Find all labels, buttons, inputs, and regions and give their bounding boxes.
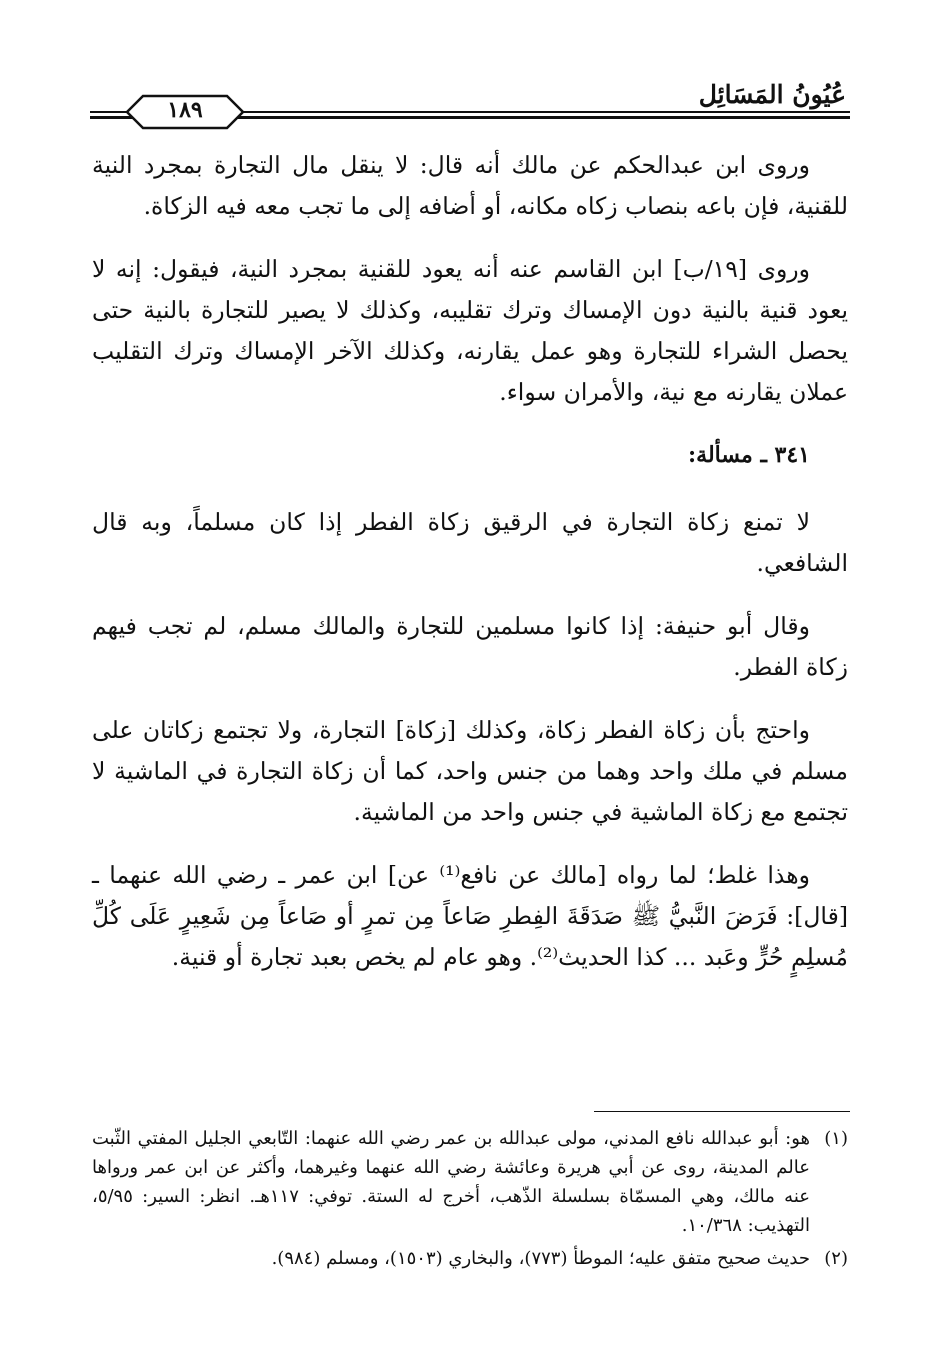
footnote: [92, 1244, 848, 1273]
page-number: ١٨٩: [167, 97, 203, 123]
page-number-badge: [125, 94, 245, 130]
footnote-number: (٢): [824, 1248, 848, 1269]
footnote-text: هو: أبو عبدالله نافع المدني، مولى عبدالله بن عمر رضي الله عنهما: التّابعي الجليل المفتي الثّبت عالم المدينة، روى عن أبي هريرة وعائشة رضي الله عنهما وغيرهما، وأكثر عن ابن عمر ورواها عنه مالك، وهي المسمّاة بسلسلة الذّهب، أخرج له الستة. توفي: ١١٧هـ. انظر: السير: ٥/٩٥، التهذيب: ١٠/٣٦٨.: [92, 1128, 810, 1236]
page-header: [90, 78, 850, 126]
footnote-text: حديث صحيح متفق عليه؛ الموطأ (٧٧٣)، والبخاري (١٥٠٣)، ومسلم (٩٨٤).: [271, 1248, 810, 1269]
main-text: [92, 145, 848, 1000]
paragraph: وروى [١٩/ب] ابن القاسم عنه أنه يعود للقنية بمجرد النية، فيقول: إنه لا يعود قنية بالنية دون الإمساك وترك تقليبه، وكذلك لا يصير للتجارة بالنية حتى يحصل الشراء للتجارة وهو عمل يقارنه، وكذلك الآخر الإمساك وترك التقليب عملان يقارنه مع نية، والأمران سواء.: [92, 255, 848, 406]
footnote-separator: [594, 1111, 850, 1112]
issue-heading: ٣٤١ ـ مسألة:: [688, 442, 810, 468]
book-title: عُيُونُ المَسَائِل: [698, 80, 846, 109]
paragraph: لا تمنع زكاة التجارة في الرقيق زكاة الفطر إذا كان مسلماً، وبه قال الشافعي.: [92, 508, 848, 577]
footnote-number: (١): [824, 1128, 848, 1149]
paragraph: واحتج بأن زكاة الفطر زكاة، وكذلك [زكاة] التجارة، ولا تجتمع زكاتان على مسلم في ملك واحد وهما من جنس واحد، كما أن زكاة التجارة في الماشية لا تجتمع مع زكاة الماشية في جنس واحد من الماشية.: [92, 716, 848, 826]
paragraph: وروى ابن عبدالحكم عن مالك أنه قال: لا ينقل مال التجارة بمجرد النية للقنية، فإن باعه بنصاب زكاه مكانه، أو أضافه إلى ما تجب معه فيه الزكاة.: [92, 151, 848, 220]
paragraph: وهذا غلط؛ لما رواه [مالك عن نافع⁽¹⁾ عن] ابن عمر ـ رضي الله عنهما ـ [قال]: فَرَضَ النَّبيُّ ﷺ صَدَقَةَ الفِطرِ صَاعاً مِن تمرٍ أو صَاعاً مِن شَعِيرٍ عَلَى كُلِّ مُسلِمٍ حُرٍّ وعَبد ... كذا الحديث⁽²⁾. وهو عام لم يخص بعبد تجارة أو قنية.: [92, 861, 848, 971]
paragraph: وقال أبو حنيفة: إذا كانوا مسلمين للتجارة والمالك مسلم، لم تجب فيهم زكاة الفطر.: [92, 612, 848, 681]
footnotes: [92, 1124, 848, 1277]
footnote: [92, 1124, 848, 1240]
